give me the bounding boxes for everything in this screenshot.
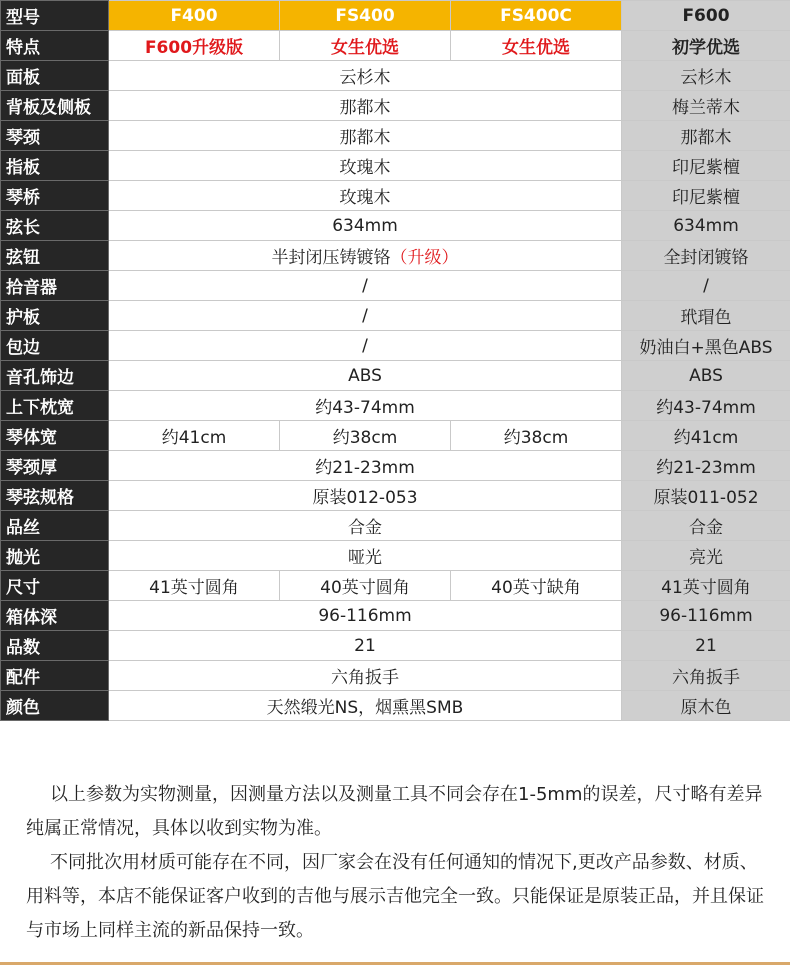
spec-value-text: 合金 xyxy=(348,518,382,538)
spec-value-text: 96-116mm xyxy=(318,605,412,626)
spec-value-model-1: 41英寸圆角 xyxy=(109,571,280,601)
spec-value-shared xyxy=(109,661,622,691)
spec-row-label: 琴颈 xyxy=(1,121,109,151)
spec-row xyxy=(1,271,790,301)
spec-row xyxy=(1,301,790,331)
spec-row-label: 琴体宽 xyxy=(1,421,109,451)
spec-row-label: 上下枕宽 xyxy=(1,391,109,421)
spec-value-text: 那都木 xyxy=(339,98,391,118)
spec-value-f600: 21 xyxy=(622,631,790,661)
model-fs400: FS400 xyxy=(280,1,451,31)
spec-value-shared xyxy=(109,631,622,661)
spec-value-f600: / xyxy=(622,271,790,301)
spec-value-text: 天然缎光NS，烟熏黑SMB xyxy=(266,698,464,718)
spec-value-f600: 印尼紫檀 xyxy=(622,181,790,211)
upgrade-note: （升级） xyxy=(390,248,459,268)
spec-value-f600: 亮光 xyxy=(622,541,790,571)
spec-row xyxy=(1,151,790,181)
spec-value-shared xyxy=(109,91,622,121)
spec-row xyxy=(1,481,790,511)
spec-value-text: / xyxy=(362,305,368,326)
spec-row xyxy=(1,511,790,541)
spec-row xyxy=(1,451,790,481)
spec-value-f600: 全封闭镀铬 xyxy=(622,241,790,271)
feature-f400: F600升级版 xyxy=(109,31,280,61)
spec-row xyxy=(1,661,790,691)
spec-value-text: / xyxy=(362,275,368,296)
spec-value-f600: 玳瑁色 xyxy=(622,301,790,331)
spec-value-text: 21 xyxy=(354,635,376,656)
spec-row-label: 抛光 xyxy=(1,541,109,571)
spec-row xyxy=(1,181,790,211)
spec-value-shared xyxy=(109,121,622,151)
spec-value-f600: 印尼紫檀 xyxy=(622,151,790,181)
spec-row-label: 包边 xyxy=(1,331,109,361)
spec-value-shared xyxy=(109,271,622,301)
model-f600: F600 xyxy=(622,1,790,31)
disclaimer-paragraph-measurement: 以上参数为实物测量，因测量方法以及测量工具不同会存在1-5mm的误差，尺寸略有差异纯属正常情况，具体以收到实物为准。 xyxy=(26,784,763,839)
feature-f600: 初学优选 xyxy=(622,31,790,61)
spec-row xyxy=(1,61,790,91)
spec-value-f600: 约41cm xyxy=(622,421,790,451)
spec-value-text: ABS xyxy=(348,365,382,386)
spec-value-model-2: 40英寸圆角 xyxy=(280,571,451,601)
spec-value-f600: ABS xyxy=(622,361,790,391)
spec-value-shared xyxy=(109,181,622,211)
spec-value-f600: 96-116mm xyxy=(622,601,790,631)
spec-row-label: 弦长 xyxy=(1,211,109,241)
spec-row xyxy=(1,541,790,571)
spec-value-model-3: 40英寸缺角 xyxy=(451,571,622,601)
spec-value-shared xyxy=(109,511,622,541)
spec-row-label: 背板及侧板 xyxy=(1,91,109,121)
spec-value-shared xyxy=(109,601,622,631)
spec-value-shared xyxy=(109,391,622,421)
feature-fs400c: 女生优选 xyxy=(451,31,622,61)
spec-value-f600: 原装011-052 xyxy=(622,481,790,511)
spec-value-f600: 云杉木 xyxy=(622,61,790,91)
spec-row-label: 箱体深 xyxy=(1,601,109,631)
spec-value-shared xyxy=(109,331,622,361)
model-f400: F400 xyxy=(109,1,280,31)
spec-row-label: 音孔饰边 xyxy=(1,361,109,391)
spec-row-label: 品数 xyxy=(1,631,109,661)
spec-value-shared xyxy=(109,451,622,481)
spec-row xyxy=(1,211,790,241)
spec-value-shared xyxy=(109,361,622,391)
spec-row-label: 品丝 xyxy=(1,511,109,541)
spec-value-f600: 41英寸圆角 xyxy=(622,571,790,601)
spec-value-shared xyxy=(109,481,622,511)
spec-row xyxy=(1,241,790,271)
spec-value-f600: 合金 xyxy=(622,511,790,541)
spec-value-text: / xyxy=(362,335,368,356)
spec-value-text: 六角扳手 xyxy=(331,668,399,688)
spec-row-label: 颜色 xyxy=(1,691,109,721)
spec-value-f600: 六角扳手 xyxy=(622,661,790,691)
spec-value-text: 玫瑰木 xyxy=(339,188,391,208)
row-header-model: 型号 xyxy=(1,1,109,31)
disclaimer-notes xyxy=(26,778,771,948)
spec-value-text: 哑光 xyxy=(348,548,382,568)
spec-row xyxy=(1,121,790,151)
spec-value-f600: 原木色 xyxy=(622,691,790,721)
spec-row xyxy=(1,421,790,451)
spec-value-f600: 那都木 xyxy=(622,121,790,151)
spec-value-model-1: 约41cm xyxy=(109,421,280,451)
spec-value-shared xyxy=(109,691,622,721)
spec-row-label: 琴桥 xyxy=(1,181,109,211)
model-header-row xyxy=(1,1,790,31)
spec-value-shared xyxy=(109,151,622,181)
spec-row-label: 弦钮 xyxy=(1,241,109,271)
spec-value-shared xyxy=(109,541,622,571)
feature-fs400: 女生优选 xyxy=(280,31,451,61)
spec-row-label: 护板 xyxy=(1,301,109,331)
spec-value-text: 634mm xyxy=(332,215,398,236)
spec-row-label: 指板 xyxy=(1,151,109,181)
spec-row-label: 拾音器 xyxy=(1,271,109,301)
spec-value-shared xyxy=(109,301,622,331)
spec-value-f600: 约21-23mm xyxy=(622,451,790,481)
row-header-feature: 特点 xyxy=(1,31,109,61)
spec-value-f600: 梅兰蒂木 xyxy=(622,91,790,121)
spec-value-text: 半封闭压铸镀铬 xyxy=(271,248,391,268)
spec-row-label: 琴颈厚 xyxy=(1,451,109,481)
spec-row xyxy=(1,361,790,391)
spec-row-label: 琴弦规格 xyxy=(1,481,109,511)
spec-value-text: 原装012-053 xyxy=(312,488,418,508)
spec-value-model-3: 约38cm xyxy=(451,421,622,451)
spec-row-label: 尺寸 xyxy=(1,571,109,601)
spec-value-f600: 约43-74mm xyxy=(622,391,790,421)
spec-row xyxy=(1,691,790,721)
spec-value-text: 那都木 xyxy=(339,128,391,148)
spec-row-label: 配件 xyxy=(1,661,109,691)
spec-row xyxy=(1,601,790,631)
spec-row xyxy=(1,331,790,361)
feature-row xyxy=(1,31,790,61)
spec-value-text: 云杉木 xyxy=(339,68,391,88)
spec-value-shared xyxy=(109,211,622,241)
spec-value-shared xyxy=(109,241,622,271)
spec-value-text: 约21-23mm xyxy=(315,458,415,478)
model-fs400c: FS400C xyxy=(451,1,622,31)
spec-value-model-2: 约38cm xyxy=(280,421,451,451)
spec-value-f600: 奶油白+黑色ABS xyxy=(622,331,790,361)
spec-row-label: 面板 xyxy=(1,61,109,91)
spec-row xyxy=(1,391,790,421)
spec-table-body xyxy=(1,1,790,721)
disclaimer-paragraph-materials: 不同批次用材质可能存在不同，因厂家会在没有任何通知的情况下,更改产品参数、材质、用料等，本店不能保证客户收到的吉他与展示吉他完全一致。只能保证是原装正品，并且保证与市场上同样主流的新品保持一致。 xyxy=(26,852,764,941)
spec-row xyxy=(1,571,790,601)
spec-value-text: 玫瑰木 xyxy=(339,158,391,178)
spec-value-shared xyxy=(109,61,622,91)
spec-row xyxy=(1,91,790,121)
spec-value-text: 约43-74mm xyxy=(315,398,415,418)
spec-value-f600: 634mm xyxy=(622,211,790,241)
spec-row xyxy=(1,631,790,661)
